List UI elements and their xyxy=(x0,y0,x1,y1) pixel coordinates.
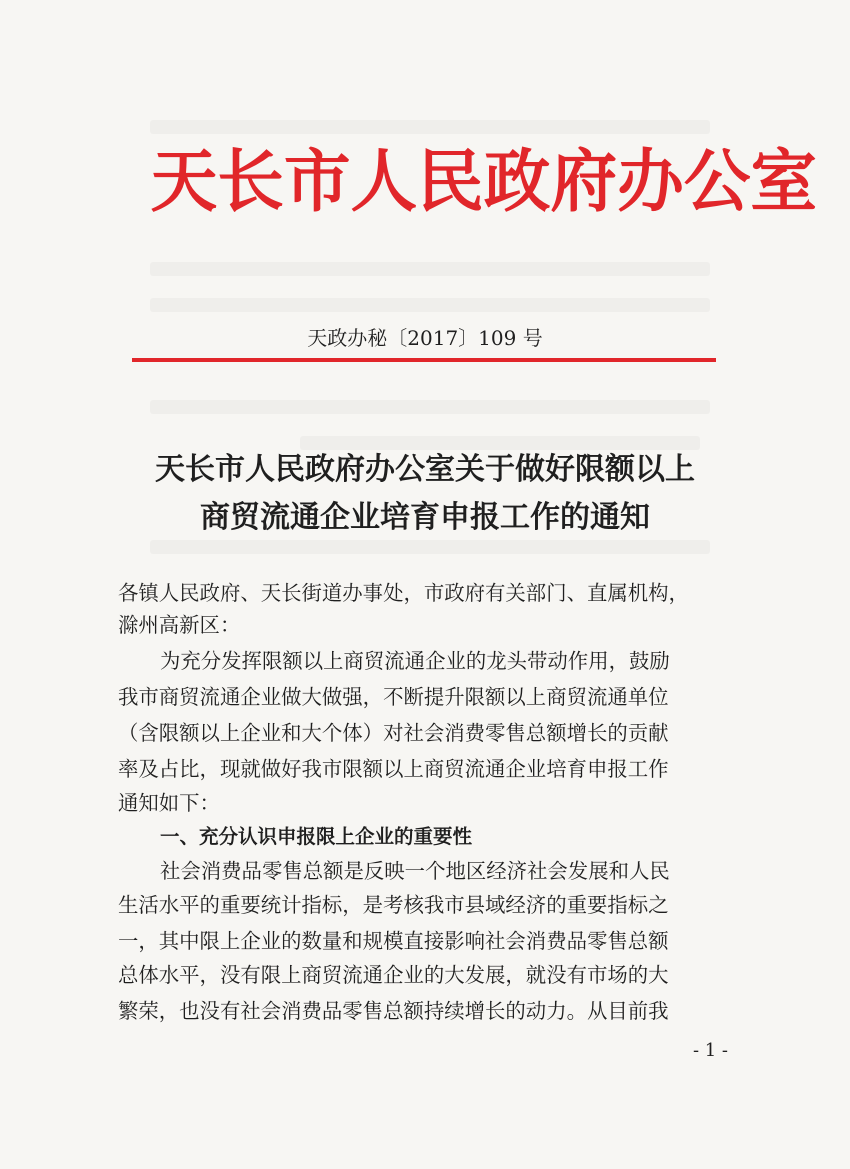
addressee-line: 各镇人民政府、天长街道办事处，市政府有关部门、直属机构， xyxy=(118,581,689,605)
bleed-through-mark xyxy=(150,298,710,312)
paragraph-line: 一，其中限上企业的数量和规模直接影响社会消费品零售总额 xyxy=(118,929,669,953)
paragraph-line: 为充分发挥限额以上商贸流通企业的龙头带动作用，鼓励 xyxy=(160,649,670,673)
paragraph-line: 率及占比，现就做好我市限额以上商贸流通企业培育申报工作 xyxy=(118,757,669,781)
document-title-line-2: 商贸流通企业培育申报工作的通知 xyxy=(200,500,650,535)
bleed-through-mark xyxy=(150,400,710,414)
bleed-through-mark xyxy=(150,120,710,134)
bleed-through-mark xyxy=(150,262,710,276)
red-separator-line xyxy=(132,358,716,362)
bleed-through-mark xyxy=(150,540,710,554)
paragraph-line: 通知如下： xyxy=(118,791,220,815)
section-heading: 一、充分认识申报限上企业的重要性 xyxy=(160,825,473,848)
document-number: 天政办秘〔2017〕109 号 xyxy=(307,326,543,350)
paragraph-line: 生活水平的重要统计指标，是考核我市县域经济的重要指标之 xyxy=(118,893,669,917)
paragraph-line: （含限额以上企业和大个体）对社会消费零售总额增长的贡献 xyxy=(118,721,669,745)
paragraph-line: 我市商贸流通企业做大做强，不断提升限额以上商贸流通单位 xyxy=(118,685,669,709)
document-title-line-1: 天长市人民政府办公室关于做好限额以上 xyxy=(155,452,695,487)
addressee-line: 滁州高新区： xyxy=(118,613,241,637)
paragraph-line: 社会消费品零售总额是反映一个地区经济社会发展和人民 xyxy=(160,859,670,883)
paragraph-line: 总体水平，没有限上商贸流通企业的大发展，就没有市场的大 xyxy=(118,963,669,987)
bleed-through-mark xyxy=(300,436,700,450)
page-number: - 1 - xyxy=(692,1040,728,1061)
issuing-authority-header: 天长市人民政府办公室 xyxy=(150,142,818,222)
paragraph-line: 繁荣，也没有社会消费品零售总额持续增长的动力。从目前我 xyxy=(118,999,669,1023)
